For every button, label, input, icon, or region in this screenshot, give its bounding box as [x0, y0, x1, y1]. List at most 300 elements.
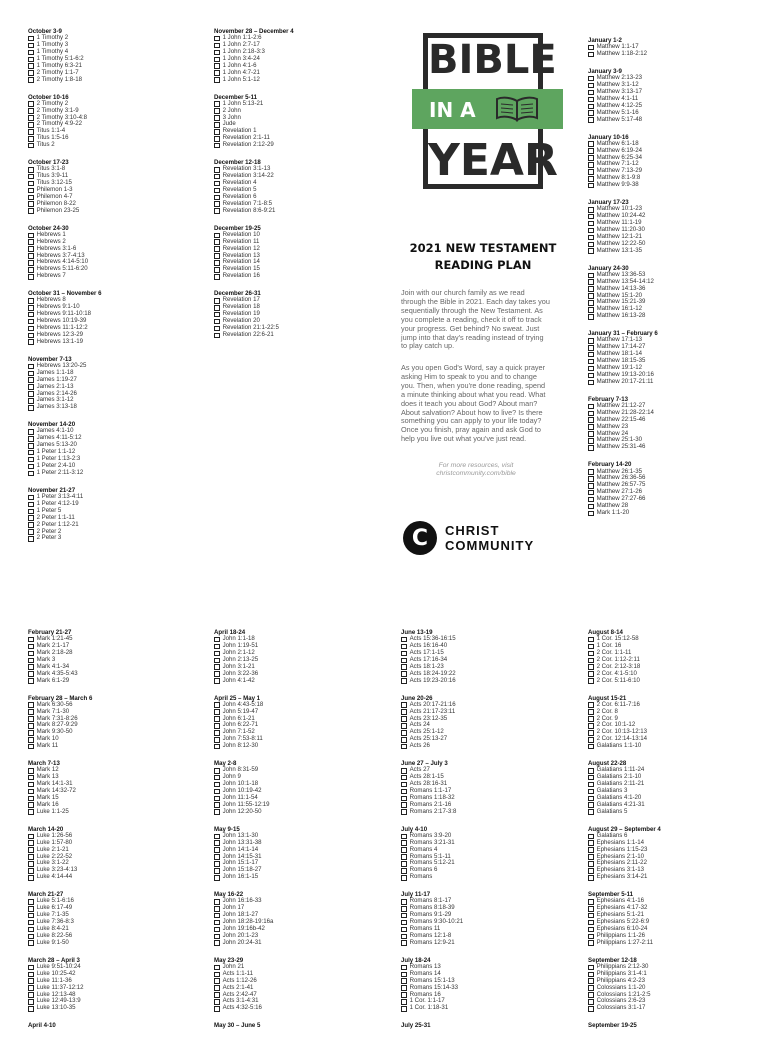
checkbox-icon[interactable] — [28, 377, 34, 383]
checkbox-icon[interactable] — [214, 664, 220, 670]
checkbox-icon[interactable] — [401, 927, 407, 933]
checkbox-icon[interactable] — [214, 77, 220, 83]
checkbox-icon[interactable] — [28, 122, 34, 128]
checkbox-icon[interactable] — [588, 155, 594, 161]
checkbox-icon[interactable] — [588, 279, 594, 285]
checkbox-icon[interactable] — [588, 148, 594, 154]
checkbox-icon[interactable] — [214, 115, 220, 121]
reading-item[interactable] — [588, 1005, 763, 1012]
checkbox-icon[interactable] — [28, 796, 34, 802]
checkbox-icon[interactable] — [28, 450, 34, 456]
checkbox-icon[interactable] — [28, 233, 34, 239]
reading-item[interactable] — [214, 142, 389, 149]
checkbox-icon[interactable] — [401, 737, 407, 743]
checkbox-icon[interactable] — [588, 906, 594, 912]
reading-item[interactable] — [588, 248, 763, 255]
checkbox-icon[interactable] — [588, 511, 594, 517]
checkbox-icon[interactable] — [214, 737, 220, 743]
checkbox-icon[interactable] — [28, 536, 34, 542]
checkbox-icon[interactable] — [588, 782, 594, 788]
checkbox-icon[interactable] — [214, 312, 220, 318]
checkbox-icon[interactable] — [214, 702, 220, 708]
checkbox-icon[interactable] — [588, 809, 594, 815]
checkbox-icon[interactable] — [401, 868, 407, 874]
checkbox-icon[interactable] — [214, 195, 220, 201]
resources-link[interactable]: christcommunity.com/bible — [436, 470, 516, 477]
checkbox-icon[interactable] — [588, 469, 594, 475]
checkbox-icon[interactable] — [401, 978, 407, 984]
checkbox-icon[interactable] — [28, 208, 34, 214]
checkbox-icon[interactable] — [28, 253, 34, 259]
checkbox-icon[interactable] — [28, 167, 34, 173]
checkbox-icon[interactable] — [214, 181, 220, 187]
checkbox-icon[interactable] — [28, 77, 34, 83]
reading-item[interactable] — [214, 208, 389, 215]
checkbox-icon[interactable] — [214, 101, 220, 107]
checkbox-icon[interactable] — [28, 174, 34, 180]
checkbox-icon[interactable] — [28, 502, 34, 508]
checkbox-icon[interactable] — [588, 286, 594, 292]
reading-item[interactable] — [588, 743, 763, 750]
checkbox-icon[interactable] — [401, 644, 407, 650]
checkbox-icon[interactable] — [588, 920, 594, 926]
reading-item[interactable] — [28, 339, 203, 346]
checkbox-icon[interactable] — [214, 913, 220, 919]
reading-item[interactable] — [214, 77, 389, 84]
checkbox-icon[interactable] — [401, 775, 407, 781]
checkbox-icon[interactable] — [214, 847, 220, 853]
checkbox-icon[interactable] — [28, 802, 34, 808]
checkbox-icon[interactable] — [28, 339, 34, 345]
checkbox-icon[interactable] — [588, 992, 594, 998]
checkbox-icon[interactable] — [588, 445, 594, 451]
reading-item[interactable] — [214, 678, 389, 685]
reading-item[interactable] — [401, 1005, 576, 1012]
checkbox-icon[interactable] — [588, 183, 594, 189]
checkbox-icon[interactable] — [214, 167, 220, 173]
checkbox-icon[interactable] — [214, 36, 220, 42]
checkbox-icon[interactable] — [28, 457, 34, 463]
checkbox-icon[interactable] — [588, 899, 594, 905]
checkbox-icon[interactable] — [28, 201, 34, 207]
checkbox-icon[interactable] — [214, 927, 220, 933]
checkbox-icon[interactable] — [588, 483, 594, 489]
checkbox-icon[interactable] — [214, 260, 220, 266]
checkbox-icon[interactable] — [588, 940, 594, 946]
checkbox-icon[interactable] — [588, 730, 594, 736]
reading-item[interactable] — [28, 940, 203, 947]
checkbox-icon[interactable] — [28, 854, 34, 860]
checkbox-icon[interactable] — [28, 319, 34, 325]
checkbox-icon[interactable] — [588, 875, 594, 881]
reading-item[interactable] — [28, 470, 203, 477]
checkbox-icon[interactable] — [28, 115, 34, 121]
checkbox-icon[interactable] — [401, 789, 407, 795]
checkbox-icon[interactable] — [588, 664, 594, 670]
checkbox-icon[interactable] — [214, 934, 220, 940]
checkbox-icon[interactable] — [401, 809, 407, 815]
checkbox-icon[interactable] — [588, 359, 594, 365]
checkbox-icon[interactable] — [28, 978, 34, 984]
checkbox-icon[interactable] — [401, 861, 407, 867]
checkbox-icon[interactable] — [588, 273, 594, 279]
checkbox-icon[interactable] — [588, 768, 594, 774]
checkbox-icon[interactable] — [214, 253, 220, 259]
checkbox-icon[interactable] — [28, 934, 34, 940]
checkbox-icon[interactable] — [588, 497, 594, 503]
checkbox-icon[interactable] — [401, 702, 407, 708]
checkbox-icon[interactable] — [28, 775, 34, 781]
checkbox-icon[interactable] — [28, 861, 34, 867]
checkbox-icon[interactable] — [214, 899, 220, 905]
checkbox-icon[interactable] — [401, 637, 407, 643]
checkbox-icon[interactable] — [588, 417, 594, 423]
checkbox-icon[interactable] — [214, 333, 220, 339]
checkbox-icon[interactable] — [588, 637, 594, 643]
reading-item[interactable] — [401, 940, 576, 947]
checkbox-icon[interactable] — [28, 43, 34, 49]
reading-item[interactable] — [401, 743, 576, 750]
checkbox-icon[interactable] — [588, 658, 594, 664]
checkbox-icon[interactable] — [28, 965, 34, 971]
checkbox-icon[interactable] — [214, 940, 220, 946]
checkbox-icon[interactable] — [588, 352, 594, 358]
checkbox-icon[interactable] — [214, 802, 220, 808]
checkbox-icon[interactable] — [214, 57, 220, 63]
checkbox-icon[interactable] — [588, 744, 594, 750]
checkbox-icon[interactable] — [214, 999, 220, 1005]
checkbox-icon[interactable] — [588, 214, 594, 220]
checkbox-icon[interactable] — [28, 972, 34, 978]
checkbox-icon[interactable] — [588, 117, 594, 123]
reading-item[interactable] — [28, 743, 203, 750]
checkbox-icon[interactable] — [588, 789, 594, 795]
reading-item[interactable] — [28, 874, 203, 881]
checkbox-icon[interactable] — [401, 782, 407, 788]
checkbox-icon[interactable] — [28, 298, 34, 304]
checkbox-icon[interactable] — [588, 162, 594, 168]
checkbox-icon[interactable] — [588, 97, 594, 103]
checkbox-icon[interactable] — [588, 737, 594, 743]
checkbox-icon[interactable] — [28, 529, 34, 535]
checkbox-icon[interactable] — [588, 504, 594, 510]
reading-item[interactable] — [28, 142, 203, 149]
checkbox-icon[interactable] — [28, 509, 34, 515]
checkbox-icon[interactable] — [28, 658, 34, 664]
reading-item[interactable] — [588, 940, 763, 947]
checkbox-icon[interactable] — [214, 136, 220, 142]
checkbox-icon[interactable] — [214, 678, 220, 684]
checkbox-icon[interactable] — [588, 868, 594, 874]
checkbox-icon[interactable] — [214, 920, 220, 926]
checkbox-icon[interactable] — [28, 768, 34, 774]
checkbox-icon[interactable] — [214, 319, 220, 325]
checkbox-icon[interactable] — [28, 36, 34, 42]
checkbox-icon[interactable] — [214, 861, 220, 867]
checkbox-icon[interactable] — [214, 246, 220, 252]
checkbox-icon[interactable] — [401, 834, 407, 840]
checkbox-icon[interactable] — [28, 709, 34, 715]
checkbox-icon[interactable] — [588, 796, 594, 802]
reading-item[interactable] — [588, 809, 763, 816]
checkbox-icon[interactable] — [28, 101, 34, 107]
checkbox-icon[interactable] — [588, 76, 594, 82]
checkbox-icon[interactable] — [401, 985, 407, 991]
checkbox-icon[interactable] — [588, 934, 594, 940]
reading-item[interactable] — [28, 273, 203, 280]
checkbox-icon[interactable] — [214, 143, 220, 149]
checkbox-icon[interactable] — [401, 671, 407, 677]
checkbox-icon[interactable] — [214, 716, 220, 722]
reading-item[interactable] — [214, 273, 389, 280]
checkbox-icon[interactable] — [214, 274, 220, 280]
checkbox-icon[interactable] — [588, 424, 594, 430]
checkbox-icon[interactable] — [28, 57, 34, 63]
checkbox-icon[interactable] — [28, 637, 34, 643]
checkbox-icon[interactable] — [214, 723, 220, 729]
checkbox-icon[interactable] — [401, 992, 407, 998]
checkbox-icon[interactable] — [588, 169, 594, 175]
checkbox-icon[interactable] — [28, 737, 34, 743]
reading-item[interactable] — [214, 115, 389, 122]
checkbox-icon[interactable] — [588, 207, 594, 213]
checkbox-icon[interactable] — [28, 809, 34, 815]
checkbox-icon[interactable] — [588, 404, 594, 410]
checkbox-icon[interactable] — [214, 840, 220, 846]
checkbox-icon[interactable] — [588, 438, 594, 444]
checkbox-icon[interactable] — [28, 875, 34, 881]
reading-item[interactable] — [214, 1005, 389, 1012]
checkbox-icon[interactable] — [28, 239, 34, 245]
checkbox-icon[interactable] — [588, 927, 594, 933]
checkbox-icon[interactable] — [28, 246, 34, 252]
checkbox-icon[interactable] — [28, 181, 34, 187]
checkbox-icon[interactable] — [588, 307, 594, 313]
checkbox-icon[interactable] — [28, 429, 34, 435]
checkbox-icon[interactable] — [401, 658, 407, 664]
checkbox-icon[interactable] — [28, 274, 34, 280]
checkbox-icon[interactable] — [28, 50, 34, 56]
checkbox-icon[interactable] — [214, 63, 220, 69]
checkbox-icon[interactable] — [588, 775, 594, 781]
checkbox-icon[interactable] — [401, 854, 407, 860]
checkbox-icon[interactable] — [588, 723, 594, 729]
checkbox-icon[interactable] — [588, 709, 594, 715]
checkbox-icon[interactable] — [588, 45, 594, 51]
checkbox-icon[interactable] — [28, 834, 34, 840]
checkbox-icon[interactable] — [28, 651, 34, 657]
checkbox-icon[interactable] — [214, 978, 220, 984]
checkbox-icon[interactable] — [214, 658, 220, 664]
checkbox-icon[interactable] — [588, 228, 594, 234]
checkbox-icon[interactable] — [588, 235, 594, 241]
checkbox-icon[interactable] — [28, 364, 34, 370]
checkbox-icon[interactable] — [588, 373, 594, 379]
checkbox-icon[interactable] — [401, 723, 407, 729]
checkbox-icon[interactable] — [401, 934, 407, 940]
checkbox-icon[interactable] — [28, 840, 34, 846]
checkbox-icon[interactable] — [588, 338, 594, 344]
reading-item[interactable] — [588, 182, 763, 189]
checkbox-icon[interactable] — [588, 221, 594, 227]
reading-item[interactable] — [588, 51, 763, 58]
checkbox-icon[interactable] — [401, 940, 407, 946]
checkbox-icon[interactable] — [214, 305, 220, 311]
checkbox-icon[interactable] — [588, 476, 594, 482]
checkbox-icon[interactable] — [28, 267, 34, 273]
checkbox-icon[interactable] — [28, 391, 34, 397]
reading-item[interactable] — [28, 208, 203, 215]
checkbox-icon[interactable] — [214, 809, 220, 815]
checkbox-icon[interactable] — [28, 70, 34, 76]
checkbox-icon[interactable] — [401, 965, 407, 971]
reading-item[interactable] — [401, 678, 576, 685]
checkbox-icon[interactable] — [28, 471, 34, 477]
checkbox-icon[interactable] — [214, 992, 220, 998]
checkbox-icon[interactable] — [401, 906, 407, 912]
checkbox-icon[interactable] — [214, 233, 220, 239]
checkbox-icon[interactable] — [28, 260, 34, 266]
checkbox-icon[interactable] — [214, 188, 220, 194]
checkbox-icon[interactable] — [588, 176, 594, 182]
checkbox-icon[interactable] — [214, 644, 220, 650]
checkbox-icon[interactable] — [588, 978, 594, 984]
checkbox-icon[interactable] — [588, 651, 594, 657]
checkbox-icon[interactable] — [28, 940, 34, 946]
checkbox-icon[interactable] — [28, 985, 34, 991]
reading-item[interactable] — [588, 444, 763, 451]
checkbox-icon[interactable] — [214, 985, 220, 991]
checkbox-icon[interactable] — [588, 1006, 594, 1012]
checkbox-icon[interactable] — [588, 702, 594, 708]
checkbox-icon[interactable] — [28, 371, 34, 377]
checkbox-icon[interactable] — [28, 305, 34, 311]
checkbox-icon[interactable] — [588, 716, 594, 722]
checkbox-icon[interactable] — [588, 847, 594, 853]
reading-item[interactable] — [214, 940, 389, 947]
checkbox-icon[interactable] — [214, 972, 220, 978]
checkbox-icon[interactable] — [214, 906, 220, 912]
checkbox-icon[interactable] — [588, 972, 594, 978]
checkbox-icon[interactable] — [214, 744, 220, 750]
checkbox-icon[interactable] — [588, 490, 594, 496]
checkbox-icon[interactable] — [28, 671, 34, 677]
checkbox-icon[interactable] — [588, 90, 594, 96]
checkbox-icon[interactable] — [28, 920, 34, 926]
checkbox-icon[interactable] — [588, 411, 594, 417]
checkbox-icon[interactable] — [588, 840, 594, 846]
reading-item[interactable] — [28, 404, 203, 411]
checkbox-icon[interactable] — [401, 664, 407, 670]
checkbox-icon[interactable] — [401, 1006, 407, 1012]
checkbox-icon[interactable] — [401, 913, 407, 919]
checkbox-icon[interactable] — [28, 398, 34, 404]
checkbox-icon[interactable] — [28, 716, 34, 722]
checkbox-icon[interactable] — [214, 671, 220, 677]
checkbox-icon[interactable] — [28, 678, 34, 684]
checkbox-icon[interactable] — [401, 651, 407, 657]
checkbox-icon[interactable] — [401, 875, 407, 881]
checkbox-icon[interactable] — [28, 326, 34, 332]
checkbox-icon[interactable] — [28, 188, 34, 194]
checkbox-icon[interactable] — [588, 104, 594, 110]
checkbox-icon[interactable] — [401, 730, 407, 736]
reading-item[interactable] — [588, 678, 763, 685]
checkbox-icon[interactable] — [214, 129, 220, 135]
reading-item[interactable] — [588, 874, 763, 881]
checkbox-icon[interactable] — [214, 796, 220, 802]
checkbox-icon[interactable] — [28, 522, 34, 528]
checkbox-icon[interactable] — [28, 927, 34, 933]
checkbox-icon[interactable] — [214, 637, 220, 643]
checkbox-icon[interactable] — [214, 326, 220, 332]
checkbox-icon[interactable] — [588, 985, 594, 991]
checkbox-icon[interactable] — [28, 730, 34, 736]
checkbox-icon[interactable] — [401, 678, 407, 684]
reading-item[interactable] — [214, 332, 389, 339]
reading-item[interactable] — [28, 678, 203, 685]
checkbox-icon[interactable] — [588, 913, 594, 919]
checkbox-icon[interactable] — [28, 868, 34, 874]
checkbox-icon[interactable] — [214, 208, 220, 214]
checkbox-icon[interactable] — [401, 716, 407, 722]
reading-item[interactable] — [214, 809, 389, 816]
checkbox-icon[interactable] — [214, 50, 220, 56]
checkbox-icon[interactable] — [401, 744, 407, 750]
checkbox-icon[interactable] — [28, 782, 34, 788]
checkbox-icon[interactable] — [214, 239, 220, 245]
checkbox-icon[interactable] — [28, 443, 34, 449]
reading-item[interactable] — [588, 379, 763, 386]
reading-item[interactable] — [401, 809, 576, 816]
reading-item[interactable] — [28, 535, 203, 542]
reading-item[interactable] — [588, 510, 763, 517]
checkbox-icon[interactable] — [401, 709, 407, 715]
checkbox-icon[interactable] — [588, 861, 594, 867]
checkbox-icon[interactable] — [401, 840, 407, 846]
checkbox-icon[interactable] — [401, 972, 407, 978]
checkbox-icon[interactable] — [28, 789, 34, 795]
checkbox-icon[interactable] — [28, 333, 34, 339]
checkbox-icon[interactable] — [28, 515, 34, 521]
checkbox-icon[interactable] — [588, 314, 594, 320]
checkbox-icon[interactable] — [28, 195, 34, 201]
checkbox-icon[interactable] — [28, 436, 34, 442]
checkbox-icon[interactable] — [588, 999, 594, 1005]
checkbox-icon[interactable] — [588, 242, 594, 248]
checkbox-icon[interactable] — [588, 366, 594, 372]
checkbox-icon[interactable] — [214, 965, 220, 971]
checkbox-icon[interactable] — [214, 834, 220, 840]
checkbox-icon[interactable] — [28, 136, 34, 142]
checkbox-icon[interactable] — [214, 789, 220, 795]
checkbox-icon[interactable] — [588, 834, 594, 840]
checkbox-icon[interactable] — [214, 651, 220, 657]
checkbox-icon[interactable] — [28, 664, 34, 670]
checkbox-icon[interactable] — [214, 298, 220, 304]
checkbox-icon[interactable] — [28, 644, 34, 650]
reading-item[interactable] — [214, 743, 389, 750]
checkbox-icon[interactable] — [401, 899, 407, 905]
checkbox-icon[interactable] — [214, 730, 220, 736]
checkbox-icon[interactable] — [588, 110, 594, 116]
checkbox-icon[interactable] — [214, 70, 220, 76]
checkbox-icon[interactable] — [401, 802, 407, 808]
checkbox-icon[interactable] — [588, 83, 594, 89]
checkbox-icon[interactable] — [214, 43, 220, 49]
checkbox-icon[interactable] — [588, 380, 594, 386]
checkbox-icon[interactable] — [28, 744, 34, 750]
